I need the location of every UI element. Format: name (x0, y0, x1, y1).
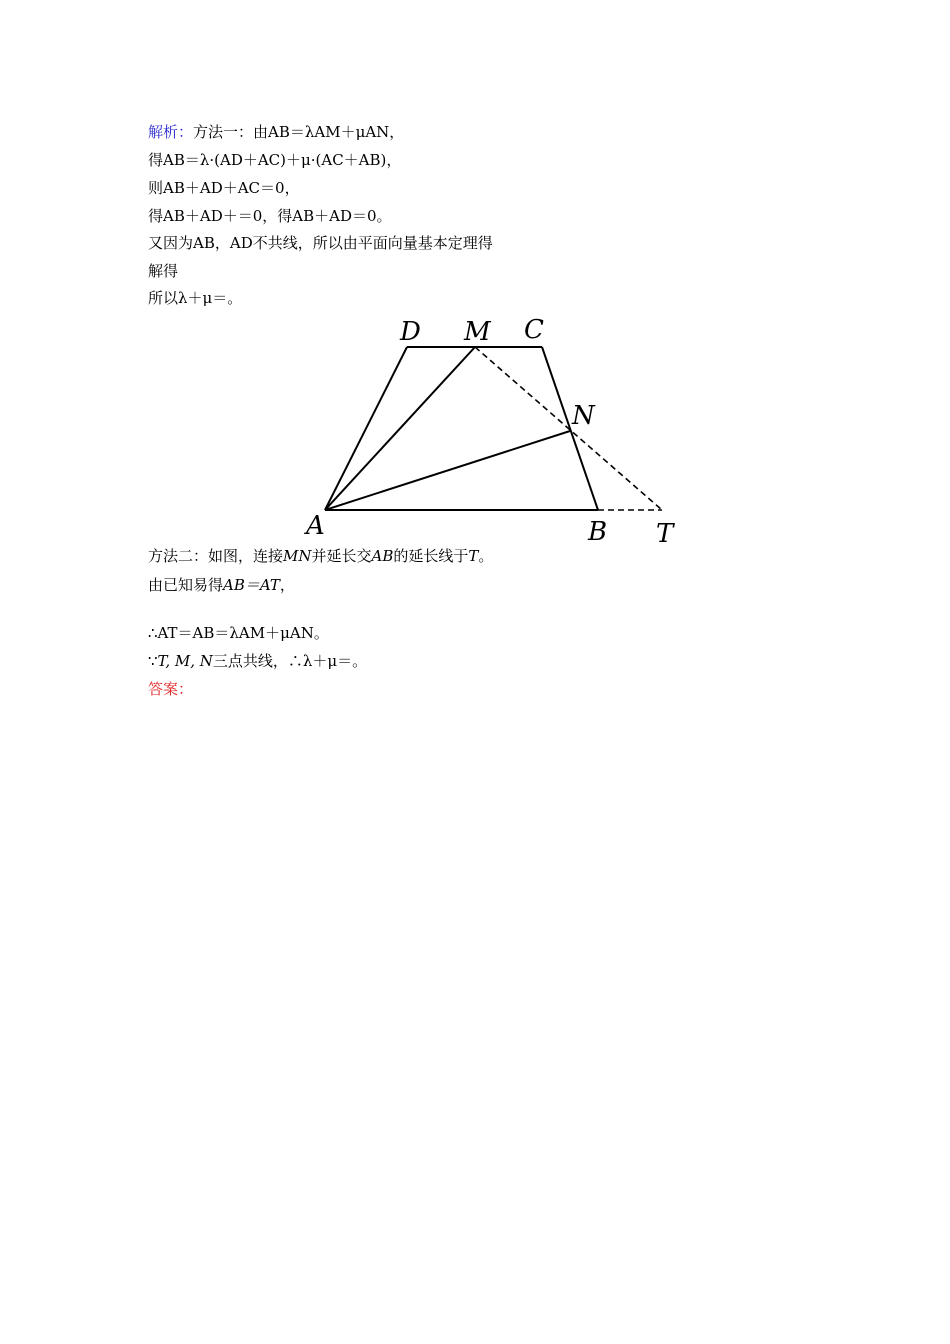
point-name-t: T (468, 547, 479, 565)
point-label-b: B (588, 517, 608, 547)
point-label-c: C (524, 315, 544, 345)
collinear-points: T, M, N (157, 652, 213, 670)
method1-line-1 (148, 122, 404, 142)
method2-line-1: 方法二：如图，连接MN并延长交AB的延长线于T。 (148, 547, 494, 565)
answer-label: 答案： (148, 680, 194, 698)
method2-line-4: ∵T, M, N三点共线，∴λ＋μ＝。 (148, 652, 368, 670)
segment-da (325, 347, 407, 510)
method1-text-1: 方法一：由AB＝λAM＋μAN， (193, 123, 405, 141)
method1-line-4: 得AB＋AD＋＝0，得AB＋AD＝0。 (148, 207, 392, 225)
point-label-t: T (656, 519, 674, 549)
point-label-m: M (464, 317, 491, 347)
segment-mt-dashed (475, 347, 662, 510)
analysis-label: 解析： (148, 123, 194, 141)
method2-line-2: 由已知易得AB＝AT， (148, 576, 295, 594)
point-label-a: A (306, 511, 325, 541)
method1-line-6: 解得 (148, 262, 179, 280)
method1-line-5: 又因为AB，AD不共线，所以由平面向量基本定理得 (148, 234, 493, 252)
point-label-n: N (572, 401, 595, 431)
method1-line-7: 所以λ＋μ＝。 (148, 289, 243, 307)
trapezoid-figure (300, 312, 700, 552)
point-label-d: D (400, 317, 421, 347)
equation-ab-at: AB＝AT (223, 576, 280, 594)
segment-name-mn: MN (283, 547, 312, 565)
method2-line-3: ∴AT＝AB＝λAM＋μAN。 (148, 624, 329, 642)
method1-line-2: 得AB＝λ·(AD＋AC)＋μ·(AC＋AB)， (148, 151, 402, 169)
method1-line-3: 则AB＋AD＋AC＝0， (148, 179, 300, 197)
segment-name-ab: AB (371, 547, 394, 565)
